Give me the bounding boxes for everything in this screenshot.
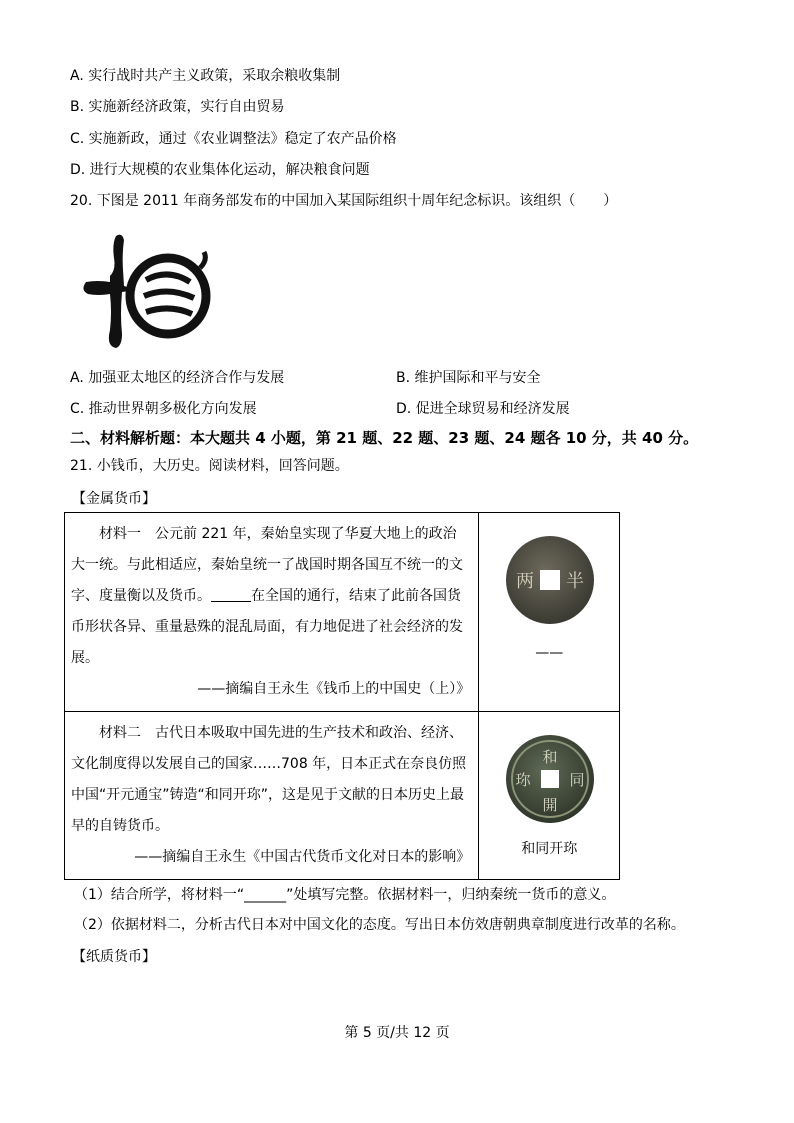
q19-option-a: A. 实行战时共产主义政策，采取余粮收集制 xyxy=(70,68,341,84)
coin-char-left: 两 xyxy=(516,571,535,592)
wto-anniversary-logo xyxy=(76,230,212,352)
q20-options-row-2 xyxy=(70,399,670,419)
q19-option-d: D. 进行大规模的农业集体化运动，解决粮食问题 xyxy=(70,162,370,178)
coin-char-bottom: 開 xyxy=(542,796,558,814)
paper-currency-heading: 【纸质货币】 xyxy=(72,949,156,965)
q20-option-b: B. 维护国际和平与安全 xyxy=(396,370,541,386)
material-1-text-a: 材料一 公元前 221 年，秦始皇实现了华夏大地上的政治大一统。与此相适应，秦始皇统一了战国时期各国互不统一的文字、度量衡以及货币。 xyxy=(71,526,463,604)
material-1-image-cell xyxy=(479,513,620,712)
material-2-text: 材料二 古代日本吸取中国先进的生产技术和政治、经济、文化制度得以发展自己的国家……708 年，日本正式在奈良仿照中国“开元通宝”铸造“和同开珎”，这是见于文献的日本历史上最早的自铸货币。 xyxy=(71,725,467,834)
wadokaichin-coin-image xyxy=(505,734,595,824)
coin-char-right: 半 xyxy=(566,571,585,592)
material-2-text-cell xyxy=(65,712,479,880)
logo-graphic xyxy=(76,230,212,352)
q19-option-c: C. 实施新政，通过《农业调整法》稳定了农产品价格 xyxy=(70,131,397,147)
fill-in-blank xyxy=(211,585,251,602)
material-1-text-cell xyxy=(65,513,479,712)
coin-char-top: 和 xyxy=(542,748,558,766)
material-1-row xyxy=(65,513,620,712)
q20-option-c: C. 推动世界朝多极化方向发展 xyxy=(70,401,257,417)
material-1-text-b: 在全国的通行，结束了此前各国货币形状各异、重量悬殊的混乱局面，有力地促进了社会经济的发展。 xyxy=(71,588,463,666)
q20-stem: 20. 下图是 2011 年商务部发布的中国加入某国际组织十周年纪念标识。该组织（ ） xyxy=(70,193,618,209)
coin-char-left: 珎 xyxy=(515,771,531,789)
material-1-text xyxy=(71,519,470,674)
q19-option-b: B. 实施新经济政策，实行自由贸易 xyxy=(70,99,285,115)
material-1-caption: —— xyxy=(535,645,564,661)
question-2: （2）依据材料二，分析古代日本对中国文化的态度。写出日本仿效唐朝典章制度进行改革的名称。 xyxy=(74,917,685,933)
q20-option-d: D. 促进全球贸易和经济发展 xyxy=(396,401,570,417)
material-2-image-cell xyxy=(479,712,620,880)
q21-stem: 21. 小钱币，大历史。阅读材料，回答问题。 xyxy=(70,458,349,474)
material-2-row xyxy=(65,712,620,880)
banliang-coin-image xyxy=(505,535,595,625)
coin-char-right: 同 xyxy=(569,771,585,789)
q20-options-row-1 xyxy=(70,368,670,388)
materials-table xyxy=(64,512,620,880)
metal-currency-heading: 【金属货币】 xyxy=(72,491,156,507)
page-footer: 第 5 页/共 12 页 xyxy=(344,1025,450,1041)
question-1: （1）结合所学，将材料一“______”处填写完整。依据材料一，归纳秦统一货币的意义。 xyxy=(74,887,616,903)
material-1-source: ——摘编自王永生《钱币上的中国史（上）》 xyxy=(197,681,471,697)
material-2-caption: 和同开珎 xyxy=(521,841,578,857)
q20-option-a: A. 加强亚太地区的经济合作与发展 xyxy=(70,370,285,386)
material-2-source: ——摘编自王永生《中国古代货币文化对日本的影响》 xyxy=(134,849,471,865)
section-title: 二、材料解析题：本大题共 4 小题，第 21 题、22 题、23 题、24 题各 10 分，共 40 分。 xyxy=(70,429,699,447)
